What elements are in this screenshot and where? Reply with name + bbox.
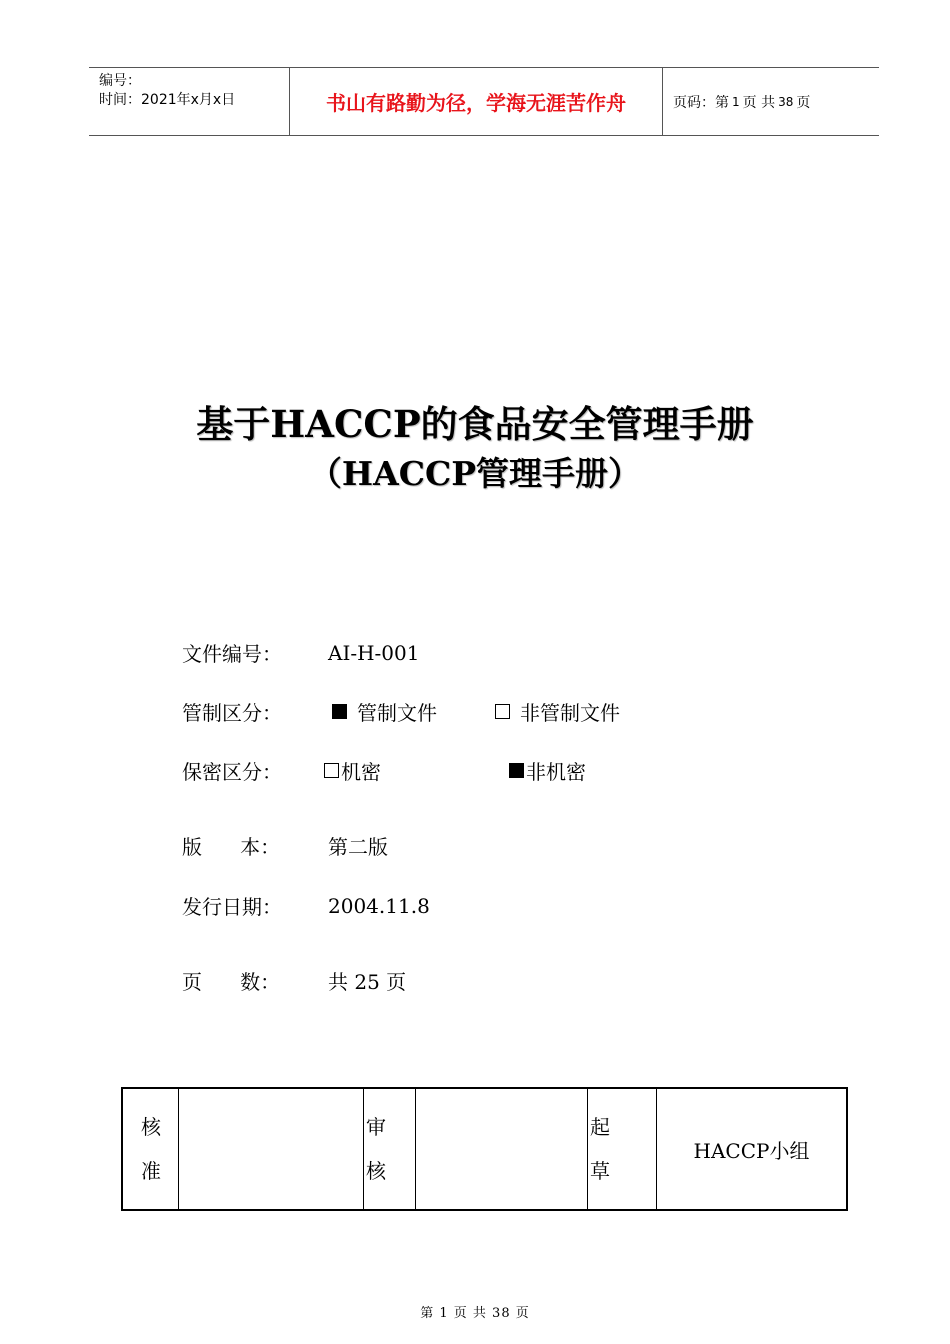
page-count-label: 页 数： bbox=[182, 970, 281, 994]
version-value: 第二版 bbox=[328, 835, 388, 859]
page-suffix: 页 bbox=[796, 94, 811, 111]
draft-label-1: 起 bbox=[590, 1115, 610, 1139]
control-option-uncontrolled bbox=[495, 697, 620, 726]
review-label-2: 核 bbox=[366, 1159, 386, 1183]
review-label-1: 审 bbox=[366, 1115, 386, 1139]
header-meta bbox=[89, 68, 290, 135]
approve-label-2: 准 bbox=[141, 1159, 161, 1183]
unchecked-box-icon bbox=[324, 763, 339, 778]
doc-number-label: 文件编号： bbox=[182, 642, 282, 666]
checked-box-icon bbox=[509, 763, 524, 778]
secrecy-row bbox=[182, 756, 586, 785]
header-code: 编号： bbox=[99, 73, 141, 89]
page-prefix: 页码：第 bbox=[673, 94, 729, 111]
document-title: 基于HACCP的食品安全管理手册 bbox=[196, 402, 754, 446]
page-current: 1 bbox=[732, 94, 740, 109]
review-label-cell bbox=[364, 1089, 416, 1209]
header-time: 时间：2021年x月x日 bbox=[99, 92, 236, 108]
control-option-uncontrolled-label: 非管制文件 bbox=[520, 701, 620, 725]
page-count-value: 共 25 页 bbox=[328, 970, 407, 994]
approval-table bbox=[121, 1087, 848, 1211]
document-subtitle: （HACCP管理手册） bbox=[308, 454, 642, 493]
doc-number-value: AI-H-001 bbox=[328, 640, 420, 665]
page-total: 38 bbox=[778, 94, 794, 109]
secrecy-option-nonconfidential-label: 非机密 bbox=[526, 760, 586, 784]
doc-number-row bbox=[182, 638, 419, 667]
page-mid: 页 共 bbox=[742, 94, 776, 111]
approve-label-1: 核 bbox=[141, 1115, 161, 1139]
review-value-cell bbox=[416, 1089, 588, 1209]
draft-label-2: 草 bbox=[590, 1159, 610, 1183]
issue-date-value: 2004.11.8 bbox=[328, 893, 430, 918]
version-label: 版 本： bbox=[182, 835, 281, 859]
header-page-number bbox=[663, 68, 879, 135]
control-label: 管制区分： bbox=[182, 701, 282, 725]
checked-box-icon bbox=[332, 704, 347, 719]
control-option-controlled bbox=[332, 697, 437, 726]
control-row bbox=[182, 697, 620, 726]
secrecy-option-confidential-label: 机密 bbox=[341, 760, 381, 784]
page-header bbox=[89, 67, 879, 136]
page-count-row bbox=[182, 966, 406, 995]
header-slogan: 书山有路勤为径，学海无涯苦作舟 bbox=[290, 68, 663, 135]
page-footer: 第 1 页 共 38 页 bbox=[420, 1306, 530, 1321]
issue-date-row bbox=[182, 891, 430, 920]
secrecy-option-nonconfidential bbox=[509, 756, 586, 785]
version-row bbox=[182, 831, 388, 860]
secrecy-option-confidential bbox=[324, 756, 381, 785]
draft-value-cell: HACCP小组 bbox=[693, 1138, 810, 1163]
draft-label-cell bbox=[588, 1089, 657, 1209]
control-option-controlled-label: 管制文件 bbox=[357, 701, 437, 725]
approve-value-cell bbox=[179, 1089, 364, 1209]
secrecy-label: 保密区分： bbox=[182, 760, 282, 784]
issue-date-label: 发行日期： bbox=[182, 895, 282, 919]
approve-label-cell bbox=[123, 1089, 179, 1209]
unchecked-box-icon bbox=[495, 704, 510, 719]
